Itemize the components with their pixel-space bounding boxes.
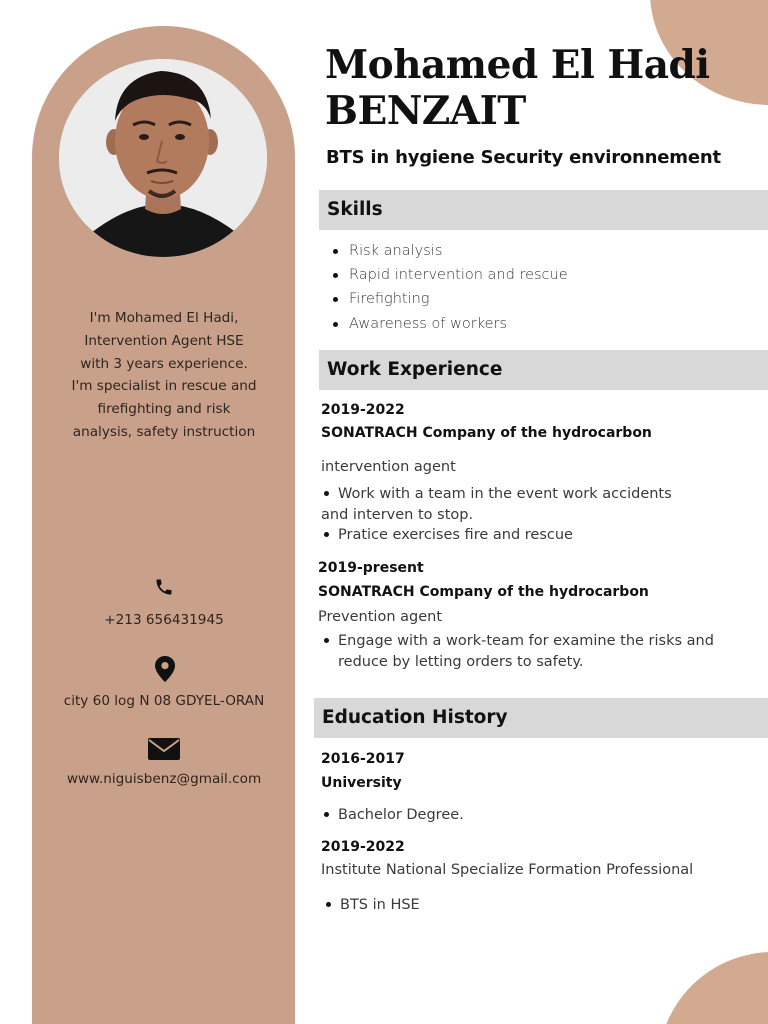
- skill-item: Risk analysis: [330, 239, 568, 263]
- education-heading: Education History: [314, 698, 768, 738]
- name-first-line: Mohamed El Hadi: [325, 42, 710, 88]
- work-experience-heading: Work Experience: [319, 350, 768, 390]
- job-duty-text: Engage with a work-team for examine the risks and: [338, 633, 714, 649]
- decorative-circle-bottom: [658, 952, 768, 1024]
- education-years: 2016-2017: [321, 751, 405, 767]
- job-duty-line: reduce by letting orders to safety.: [338, 653, 584, 670]
- address: city 60 log N 08 GDYEL-ORAN: [63, 693, 265, 709]
- job-title: BTS in hygiene Security environnement: [326, 147, 721, 168]
- page-title: [325, 42, 710, 134]
- phone-number: +213 656431945: [104, 612, 224, 628]
- phone-icon: [154, 576, 174, 598]
- bio-line: Intervention Agent HSE: [84, 332, 244, 349]
- job-role: Prevention agent: [318, 609, 443, 625]
- email-address[interactable]: www.niguisbenz@gmail.com: [66, 771, 262, 787]
- bio-line: firefighting and risk: [97, 401, 231, 418]
- job-role: intervention agent: [321, 459, 456, 475]
- education-years: 2019-2022: [321, 839, 405, 855]
- education-school: University: [321, 775, 402, 791]
- job-duty-text: Pratice exercises fire and rescue: [338, 527, 573, 543]
- education-detail-text: Bachelor Degree.: [338, 807, 464, 823]
- job-duty-line: [321, 525, 701, 546]
- education-detail-text: BTS in HSE: [340, 897, 420, 913]
- location-pin-icon: [155, 656, 175, 682]
- job-company: SONATRACH Company of the hydrocarbon: [321, 425, 652, 441]
- bio-summary: [48, 307, 280, 444]
- bio-line: I'm specialist in rescue and: [71, 378, 257, 395]
- job-duties: [321, 631, 721, 672]
- job-duty-line: [321, 484, 701, 505]
- bio-line: analysis, safety instruction: [72, 423, 256, 440]
- job-years: 2019-present: [318, 560, 424, 576]
- name-second-line: BENZAIT: [325, 88, 526, 134]
- job-duties: [321, 484, 701, 546]
- avatar: [59, 59, 267, 257]
- job-company: SONATRACH Company of the hydrocarbon: [318, 584, 649, 600]
- education-detail: [323, 895, 623, 916]
- job-duty-line: and interven to stop.: [321, 506, 474, 523]
- job-years: 2019-2022: [321, 402, 405, 418]
- education-school: Institute National Specialize Formation Professional: [321, 862, 694, 878]
- job-duty-text: Work with a team in the event work accidents: [338, 486, 672, 502]
- skill-item: Awareness of workers: [330, 312, 568, 336]
- avatar-portrait-icon: [59, 59, 267, 257]
- bio-line: with 3 years experience.: [80, 355, 248, 372]
- education-detail: [321, 805, 621, 826]
- job-duty-line: [321, 631, 721, 652]
- mail-icon: [148, 738, 180, 760]
- skill-item: Firefighting: [330, 287, 568, 311]
- skills-list: [330, 239, 568, 336]
- skill-item: Rapid intervention and rescue: [330, 263, 568, 287]
- bio-line: I'm Mohamed El Hadi,: [89, 310, 239, 326]
- skills-heading: Skills: [319, 190, 768, 230]
